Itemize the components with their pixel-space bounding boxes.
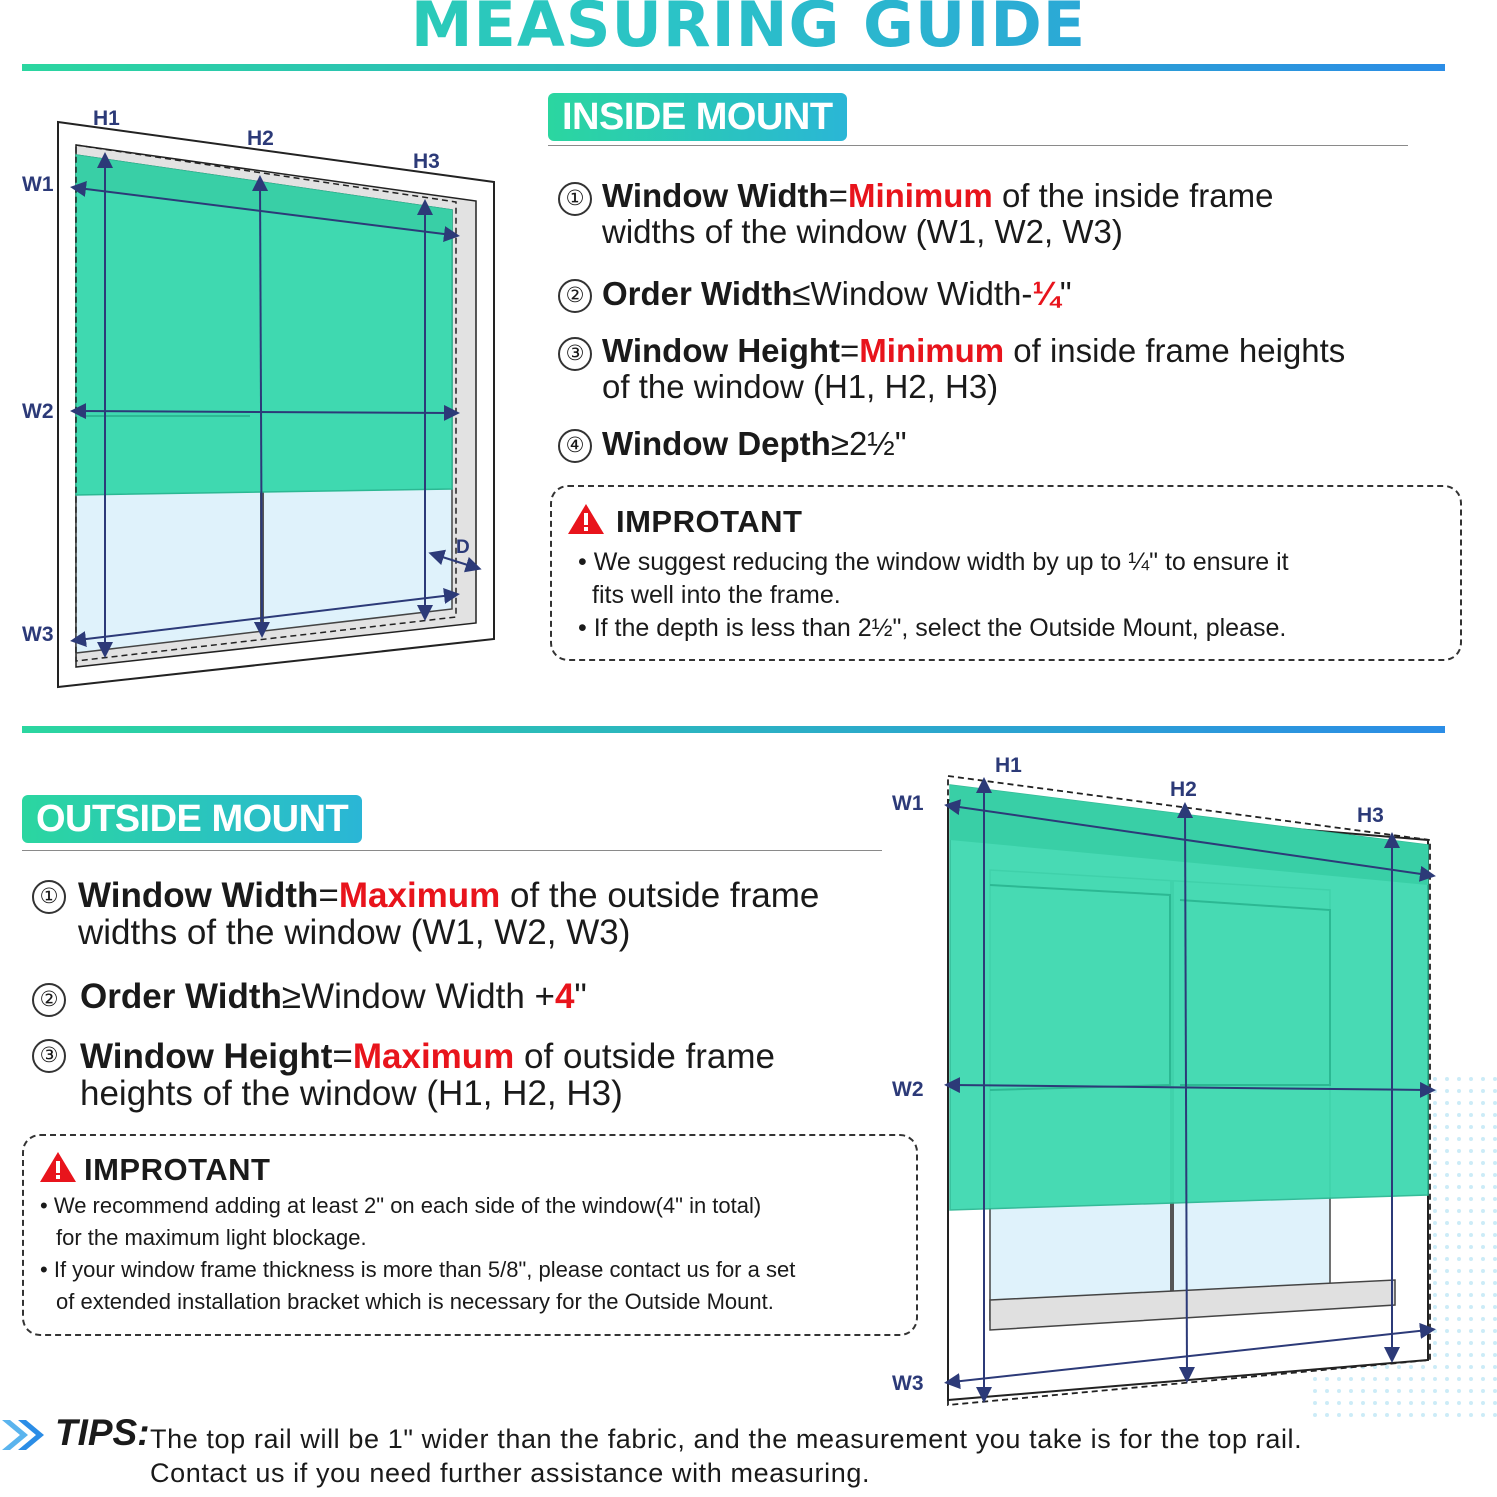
inside-important-title: IMPROTANT bbox=[616, 504, 803, 539]
label-depth: D bbox=[456, 537, 470, 558]
chevron-right-icon bbox=[0, 1418, 48, 1452]
inside-mount-badge: INSIDE MOUNT bbox=[548, 93, 847, 141]
label-h2: H2 bbox=[1170, 778, 1197, 801]
outside-item-order-width: Order Width≥Window Width +4" bbox=[80, 977, 587, 1016]
inside-item-order-width: Order Width≤Window Width-¼" bbox=[602, 275, 1072, 312]
item-number: ① bbox=[558, 182, 592, 216]
tips-label: TIPS: bbox=[55, 1412, 150, 1453]
header-rule bbox=[22, 64, 1445, 71]
item-number: ② bbox=[32, 983, 66, 1017]
warning-icon bbox=[566, 502, 606, 536]
label-w3: W3 bbox=[22, 623, 54, 646]
tips-text: The top rail will be 1" wider than the fabric, and the measurement you take is for the top rail. Contact us if you need further assistance with measuring. bbox=[150, 1424, 1303, 1488]
inside-item-window-width: Window Width=Minimum of the inside frame widths of the window (W1, W2, W3) bbox=[602, 177, 1274, 250]
item-number: ③ bbox=[32, 1039, 66, 1073]
item-number: ④ bbox=[558, 429, 592, 463]
inside-important-bullets: • We suggest reducing the window width by up to ¼" to ensure it fits well into the frame. • If the depth is less than 2½", select the Outside Mount, please. bbox=[578, 548, 1289, 642]
item-number: ① bbox=[32, 880, 66, 914]
outside-important-bullets: • We recommend adding at least 2" on each side of the window(4" in total) for the maximum light blockage. • If your window frame thickness is more than 5/8", please contact us for a set of extended installation bracket which is necessary for the Outside Mount. bbox=[40, 1193, 796, 1314]
outside-mount-rule bbox=[22, 850, 882, 851]
label-w2: W2 bbox=[22, 400, 54, 423]
inside-mount-diagram bbox=[0, 95, 520, 705]
label-h3: H3 bbox=[1357, 804, 1384, 827]
page-title: MEASURING GUIDE bbox=[0, 0, 1497, 61]
item-number: ② bbox=[558, 279, 592, 313]
label-h2: H2 bbox=[247, 127, 274, 150]
inside-item-window-depth: Window Depth≥2½" bbox=[602, 425, 907, 462]
outside-mount-diagram bbox=[880, 740, 1497, 1420]
item-number: ③ bbox=[558, 337, 592, 371]
inside-item-window-height: Window Height=Minimum of inside frame heights of the window (H1, H2, H3) bbox=[602, 332, 1346, 405]
label-w2: W2 bbox=[892, 1078, 924, 1101]
outside-item-window-height: Window Height=Maximum of outside frame heights of the window (H1, H2, H3) bbox=[80, 1037, 776, 1113]
outside-important-title: IMPROTANT bbox=[84, 1152, 271, 1187]
label-w1: W1 bbox=[892, 792, 924, 815]
outside-mount-badge: OUTSIDE MOUNT bbox=[22, 795, 362, 843]
label-h1: H1 bbox=[93, 107, 120, 130]
label-w3: W3 bbox=[892, 1372, 924, 1395]
inside-mount-rule bbox=[548, 145, 1408, 146]
section-rule bbox=[22, 726, 1445, 733]
label-w1: W1 bbox=[22, 173, 54, 196]
label-h1: H1 bbox=[995, 754, 1022, 777]
warning-icon bbox=[38, 1150, 78, 1184]
outside-item-window-width: Window Width=Maximum of the outside frame widths of the window (W1, W2, W3) bbox=[78, 876, 820, 952]
label-h3: H3 bbox=[413, 150, 440, 173]
